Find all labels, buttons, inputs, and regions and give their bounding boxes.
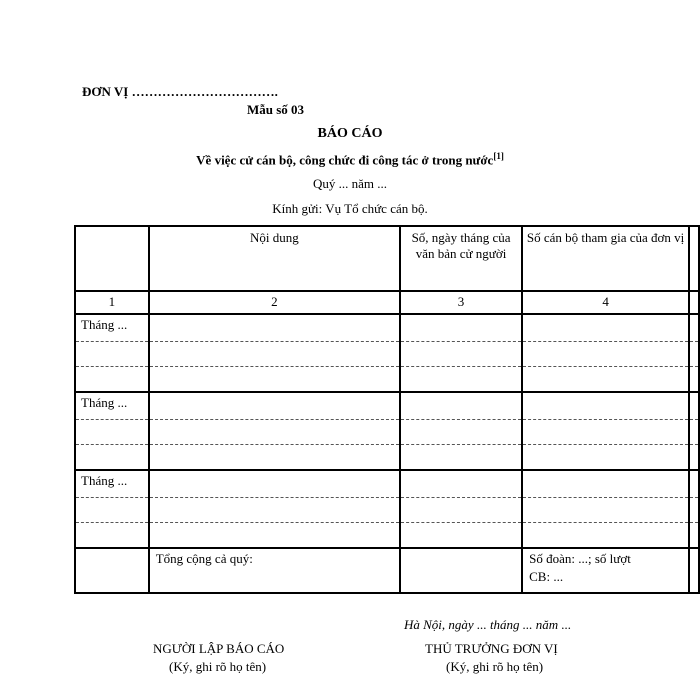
table-cell[interactable] [149,498,400,523]
table-cell [75,523,149,549]
table-cell[interactable] [149,420,400,445]
table-row [75,523,699,549]
form-number: Mẫu số 03 [247,102,305,117]
table-row [75,314,699,342]
table-cell[interactable] [400,420,522,445]
table-cell[interactable] [149,392,400,420]
table-row [75,367,699,393]
unit-head-signature-note: (Ký, ghi rõ họ tên) [446,659,544,674]
table-cell[interactable] [149,470,400,498]
table-cell[interactable] [522,498,689,523]
column-number: 4 [522,291,689,314]
table-cell [75,548,149,593]
table-cell [689,498,699,523]
table-row [75,498,699,523]
column-number-row [75,291,699,314]
column-number: 2 [149,291,400,314]
header-cell-empty [75,226,149,291]
report-title: BÁO CÁO [317,126,383,141]
table-header-row [75,226,699,291]
table-cell[interactable] [149,314,400,342]
table-cell[interactable] [400,523,522,549]
table-cell [689,392,699,420]
table-cell [75,342,149,367]
unit-label: ĐƠN VỊ ……………………………. [82,84,278,99]
table-cell[interactable] [522,367,689,393]
table-cell[interactable] [522,392,689,420]
unit-head-title: THỦ TRƯỞNG ĐƠN VỊ [425,641,558,656]
table-row [75,420,699,445]
recipient-line: Kính gửi: Vụ Tổ chức cán bộ. [272,201,428,216]
table-cell[interactable] [400,367,522,393]
table-cell [689,367,699,393]
header-cell-document: Số, ngày tháng của văn bản cử người [400,226,522,291]
table-row [75,342,699,367]
column-number: 1 [75,291,149,314]
total-summary [522,548,689,593]
report-table [74,225,700,594]
table-cell[interactable] [522,420,689,445]
table-cell[interactable] [400,392,522,420]
table-cell[interactable] [400,470,522,498]
table-cell[interactable] [149,367,400,393]
table-cell[interactable] [400,445,522,471]
total-summary-line: CB: ... [529,569,564,584]
preparer-signature-note: (Ký, ghi rõ họ tên) [169,659,267,674]
table-cell [689,445,699,471]
table-cell [75,367,149,393]
table-cell[interactable] [400,314,522,342]
table-row [75,445,699,471]
table-cell[interactable] [522,523,689,549]
table-cell[interactable] [149,342,400,367]
table-cell [75,498,149,523]
table-cell[interactable] [522,342,689,367]
table-cell[interactable] [400,548,522,593]
table-cell [75,445,149,471]
total-label: Tổng cộng cả quý: [149,548,400,593]
month-label: Tháng ... [75,470,149,498]
table-cell[interactable] [400,342,522,367]
table-cell [75,420,149,445]
table-cell[interactable] [149,523,400,549]
header-cell-content: Nội dung [149,226,400,291]
table-cell [689,470,699,498]
date-line: Hà Nội, ngày ... tháng ... năm ... [404,617,572,632]
table-cell[interactable] [522,445,689,471]
table-cell [689,523,699,549]
table-cell [689,291,699,314]
report-period: Quý ... năm ... [312,176,388,191]
table-cell[interactable] [400,498,522,523]
month-label: Tháng ... [75,392,149,420]
subtitle-text: Về việc cử cán bộ, công chức đi công tác ở trong nước [196,152,494,168]
table-cell [689,420,699,445]
table-row [75,392,699,420]
table-cell [689,314,699,342]
column-number: 3 [400,291,522,314]
report-subtitle [0,151,700,168]
total-summary-line: Số đoàn: ...; số lượt [529,551,631,566]
table-row [75,470,699,498]
table-cell [689,548,699,593]
preparer-title: NGƯỜI LẬP BÁO CÁO [153,641,285,656]
subtitle-footnote: [1] [493,151,504,161]
table-cell[interactable] [522,470,689,498]
table-cell[interactable] [149,445,400,471]
table-cell[interactable] [522,314,689,342]
table-cell [689,342,699,367]
header-cell-staff-count: Số cán bộ tham gia của đơn vị [522,226,689,291]
month-label: Tháng ... [75,314,149,342]
header-cell-extra [689,226,699,291]
total-row [75,548,699,593]
